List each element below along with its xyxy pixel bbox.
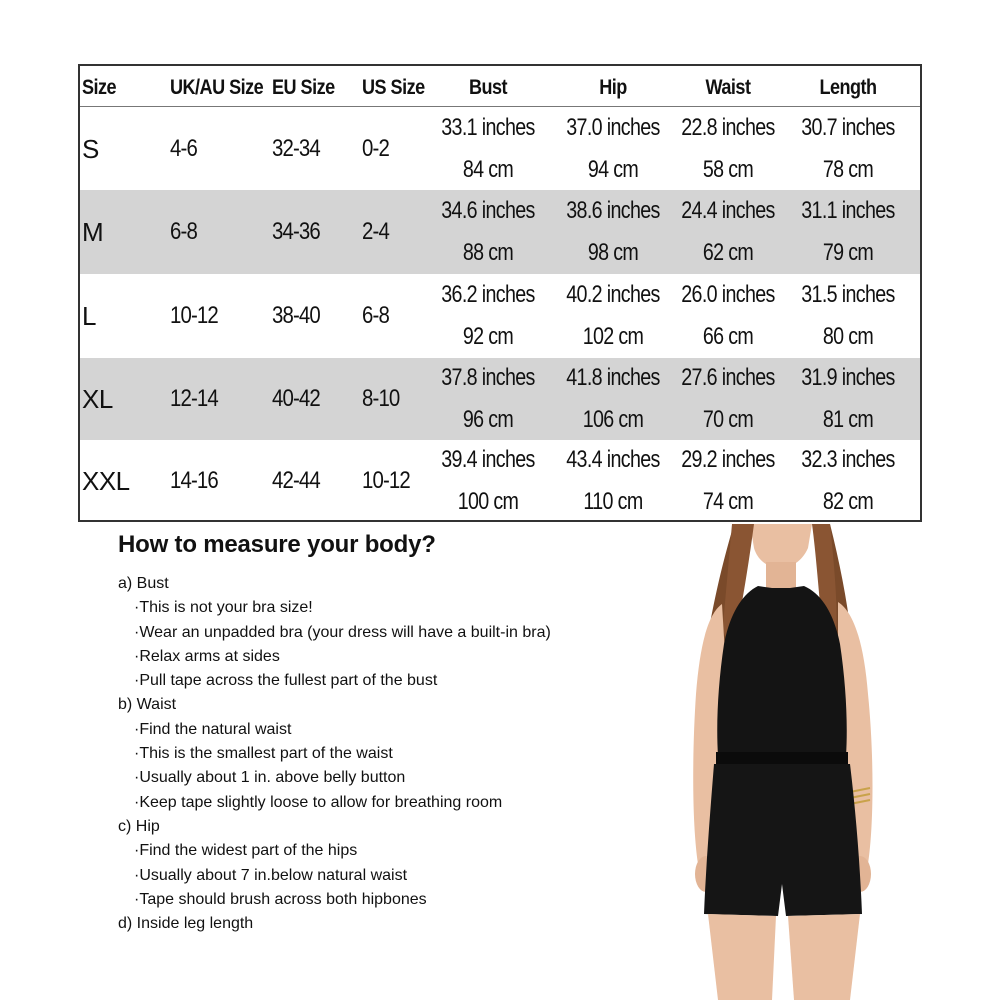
measure-instruction: ·Usually about 1 in. above belly button (134, 769, 406, 787)
bust-inches: 36.2 inches (441, 281, 535, 308)
bust-cm: 96 cm (462, 406, 514, 433)
table-row (80, 190, 920, 274)
bust-cm: 100 cm (457, 488, 519, 515)
table-row (80, 440, 920, 522)
eu-size-value: 40-42 (272, 385, 320, 412)
eu-size-value: 38-40 (272, 302, 320, 329)
hip-cm: 102 cm (582, 323, 644, 350)
bust-measurement (430, 357, 546, 441)
length-inches: 32.3 inches (801, 446, 895, 473)
header-bust: Bust (468, 76, 508, 99)
model-romper-figure (662, 524, 902, 1000)
waist-measurement (670, 439, 786, 523)
length-measurement (790, 274, 906, 358)
waist-cm: 62 cm (702, 239, 754, 266)
table-row (80, 108, 920, 190)
measure-section-heading: a) Bust (118, 575, 169, 592)
waist-inches: 22.8 inches (681, 114, 775, 141)
us-size-value: 2-4 (362, 218, 389, 245)
waist-inches: 29.2 inches (681, 446, 775, 473)
bust-cm: 84 cm (462, 156, 514, 183)
header-eu-size: EU Size (272, 76, 335, 99)
bust-inches: 33.1 inches (441, 114, 535, 141)
measure-instruction: ·Find the widest part of the hips (134, 842, 358, 860)
length-inches: 31.1 inches (801, 197, 895, 224)
bust-inches: 34.6 inches (441, 197, 535, 224)
hip-inches: 43.4 inches (566, 446, 660, 473)
uk-au-size-value: 6-8 (170, 218, 197, 245)
size-label: L (82, 301, 96, 331)
uk-au-size-value: 4-6 (170, 135, 197, 162)
bust-cm: 88 cm (462, 239, 514, 266)
measure-section-heading: c) Hip (118, 817, 160, 835)
eu-size-value: 34-36 (272, 218, 320, 245)
us-size-value: 0-2 (362, 135, 389, 162)
table-row (80, 358, 920, 440)
waist-cm: 70 cm (702, 406, 754, 433)
measure-section-heading: d) Inside leg length (118, 915, 254, 933)
eu-size-value: 42-44 (272, 467, 320, 494)
measure-instruction: ·Find the natural waist (134, 720, 292, 738)
hip-measurement (555, 439, 671, 523)
size-label: S (82, 134, 99, 164)
uk-au-size-value: 12-14 (170, 385, 218, 412)
size-label: M (82, 217, 104, 247)
measure-section (118, 912, 658, 936)
uk-au-size-value: 10-12 (170, 302, 218, 329)
measure-instruction: ·Relax arms at sides (134, 647, 280, 665)
hip-cm: 98 cm (587, 239, 639, 266)
length-cm: 80 cm (822, 323, 874, 350)
hip-inches: 38.6 inches (566, 197, 660, 224)
us-size-value: 6-8 (362, 302, 389, 329)
header-uk-au-size: UK/AU Size (170, 76, 264, 99)
measure-section (118, 572, 658, 693)
length-inches: 30.7 inches (801, 114, 895, 141)
length-cm: 81 cm (822, 406, 874, 433)
bust-measurement (430, 190, 546, 274)
size-chart-table (78, 64, 922, 522)
length-measurement (790, 190, 906, 274)
length-inches: 31.5 inches (801, 281, 895, 308)
measure-instruction: ·Usually about 7 in.below natural waist (134, 866, 408, 884)
length-cm: 79 cm (822, 239, 874, 266)
how-to-measure-section (118, 530, 658, 936)
length-cm: 78 cm (822, 156, 874, 183)
bust-measurement (430, 107, 546, 191)
hip-cm: 110 cm (583, 488, 643, 515)
waist-measurement (670, 190, 786, 274)
header-length: Length (819, 76, 877, 99)
hip-inches: 37.0 inches (566, 114, 660, 141)
hip-measurement (555, 357, 671, 441)
measure-instruction: ·This is not your bra size! (134, 599, 313, 617)
size-label: XL (82, 384, 113, 414)
bust-cm: 92 cm (462, 323, 514, 350)
length-measurement (790, 439, 906, 523)
us-size-value: 10-12 (362, 467, 410, 494)
size-label: XXL (82, 466, 130, 496)
hip-measurement (555, 274, 671, 358)
length-measurement (790, 357, 906, 441)
us-size-value: 8-10 (362, 385, 400, 412)
hip-cm: 94 cm (587, 156, 639, 183)
waist-cm: 74 cm (702, 488, 754, 515)
waist-cm: 58 cm (702, 156, 754, 183)
bust-measurement (430, 274, 546, 358)
hip-inches: 41.8 inches (566, 364, 660, 391)
waist-measurement (670, 107, 786, 191)
measure-instruction: ·This is the smallest part of the waist (134, 745, 393, 763)
measure-section (118, 815, 658, 912)
hip-measurement (555, 190, 671, 274)
model-photo (662, 524, 902, 1000)
waist-inches: 26.0 inches (681, 281, 775, 308)
header-hip: Hip (599, 76, 627, 99)
bust-measurement (430, 439, 546, 523)
bust-inches: 39.4 inches (441, 446, 535, 473)
length-measurement (790, 107, 906, 191)
eu-size-value: 32-34 (272, 135, 320, 162)
hip-inches: 40.2 inches (566, 281, 660, 308)
waist-measurement (670, 357, 786, 441)
header-size: Size (82, 76, 117, 99)
howto-title: How to measure your body? (118, 531, 436, 558)
uk-au-size-value: 14-16 (170, 467, 218, 494)
waist-measurement (670, 274, 786, 358)
measure-instruction: ·Tape should brush across both hipbones (134, 890, 427, 908)
measure-instruction: ·Wear an unpadded bra (your dress will have a built-in bra) (134, 623, 551, 641)
hip-measurement (555, 107, 671, 191)
length-cm: 82 cm (822, 488, 874, 515)
table-row (80, 274, 920, 358)
hip-cm: 106 cm (582, 406, 644, 433)
waist-cm: 66 cm (702, 323, 754, 350)
measure-section (118, 693, 658, 814)
measure-instruction: ·Pull tape across the fullest part of the bust (134, 672, 438, 690)
length-inches: 31.9 inches (801, 364, 895, 391)
header-waist: Waist (705, 76, 751, 99)
bust-inches: 37.8 inches (441, 364, 535, 391)
measure-section-heading: b) Waist (118, 696, 177, 714)
header-us-size: US Size (362, 76, 425, 99)
waist-inches: 27.6 inches (681, 364, 775, 391)
waist-inches: 24.4 inches (681, 197, 775, 224)
measure-instruction: ·Keep tape slightly loose to allow for breathing room (134, 793, 503, 811)
